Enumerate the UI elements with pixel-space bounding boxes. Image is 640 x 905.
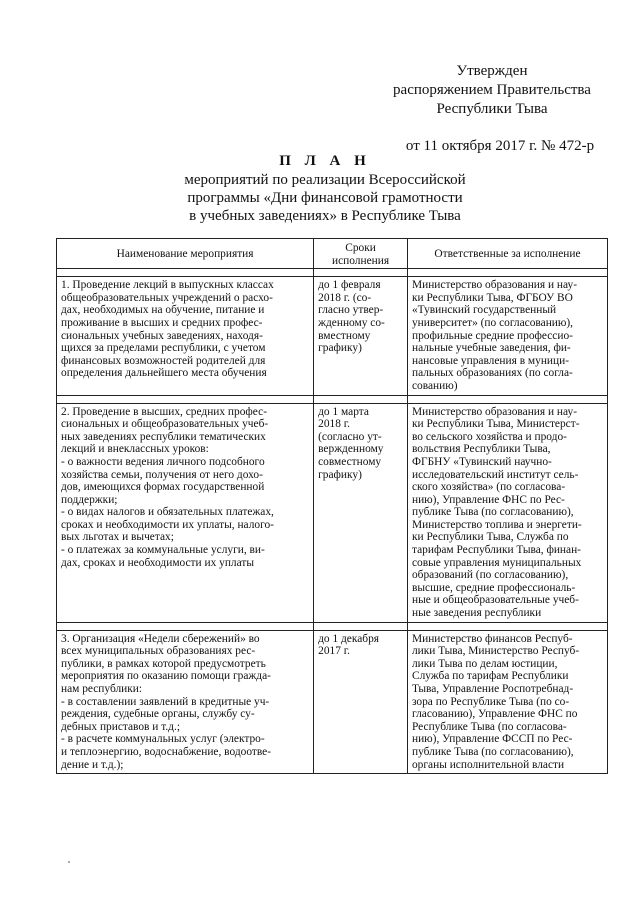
row-3-term: до 1 декабря 2017 г. bbox=[314, 630, 408, 774]
header-name: Наименование мероприятия bbox=[57, 239, 314, 269]
table-row-separator bbox=[57, 622, 608, 630]
header-responsible: Ответственные за исполнение bbox=[407, 239, 607, 269]
approval-line-2: распоряжением Правительства bbox=[393, 82, 591, 98]
row-1-responsible: Министерство образования и нау- ки Республики Тыва, ФГБОУ ВО «Тувинский государственный университет» (по согласованию), профильные средние профессио- нальные учебные заведения, фи- нансовые управления в муници- пальных образованиях (по согла- сованию) bbox=[407, 277, 607, 395]
table-row bbox=[57, 403, 608, 622]
title-line-2: программы «Дни финансовой грамотности bbox=[187, 190, 463, 206]
plan-heading: П Л А Н bbox=[279, 153, 371, 169]
row-1-name: 1. Проведение лекций в выпускных классах общеобразовательных учреждений о расхо- дах, необходимых на обучение, питание и проживание в высших и средних профес- сиональных учебных заведениях, находя- щихся за пределами республики, с учетом финансовых возможностей родителей для определения дальнейшего места обучения bbox=[57, 277, 314, 395]
approval-block bbox=[382, 62, 602, 156]
plan-table bbox=[56, 238, 608, 774]
table-row-separator bbox=[57, 395, 608, 403]
row-2-name: 2. Проведение в высших, средних профес- сиональных и общеобразовательных учеб- ных заведениях республики тематических лекций и внеклассных уроков: - о важности ведения личного подсобного хозяйства семьи, получения от него дохо- дов, имеющихся формах государственной поддержки; - о видах налогов и обязательных платежах, сроках и необходимости их уплаты, налого- вых льготах и вычетах; - о платежах за коммунальные услуги, ви- дах, сроках и необходимости их уплаты bbox=[57, 403, 314, 622]
approval-line-1: Утвержден bbox=[456, 63, 528, 79]
table-header-row bbox=[57, 239, 608, 269]
approval-line-3: Республики Тыва bbox=[436, 101, 548, 117]
approval-date: от 11 октября 2017 г. № 472-р bbox=[405, 138, 595, 154]
title-line-3: в учебных заведениях» в Республике Тыва bbox=[189, 208, 461, 224]
title-line-1: мероприятий по реализации Всероссийской bbox=[184, 172, 466, 188]
document-title bbox=[170, 152, 480, 225]
table-row bbox=[57, 630, 608, 774]
scan-speck bbox=[68, 861, 70, 863]
row-3-responsible: Министерство финансов Респуб- лики Тыва, Министерство Респуб- лики Тыва по делам юстиции, Служба по тарифам Республики Тыва, Управление Роспотребнад- зора по Республике Тыва (по со- гласованию), Управление ФНС по Республике Тыва (по согласова- нию), Управление ФССП по Рес- публике Тыва (по согласованию), органы исполнительной власти bbox=[407, 630, 607, 774]
table-row bbox=[57, 277, 608, 395]
row-2-term: до 1 марта 2018 г. (согласно ут- вержденному совместному графику) bbox=[314, 403, 408, 622]
row-3-name: 3. Организация «Недели сбережений» во всех муниципальных образованиях рес- публики, в рамках которой предусмотреть мероприятия по оказанию помощи гражда- нам республики: - в составлении заявлений в кредитные уч- реждения, судебные органы, службу су- дебных приставов и т.д.; - в расчете коммунальных услуг (электро- и теплоэнергию, водоснабжение, водоотве- дение и т.д.); bbox=[57, 630, 314, 774]
row-1-term: до 1 февраля 2018 г. (со- гласно утвер- жденному со- вместному графику) bbox=[314, 277, 408, 395]
row-2-responsible: Министерство образования и нау- ки Республики Тыва, Министерст- во сельского хозяйства и продо- вольствия Республики Тыва, ФГБНУ «Тувинский научно- исследовательский институт сель- ского хозяйства» (по согласова- нию), Управление ФНС по Рес- публике Тыва (по согласованию), Министерство топлива и энергети- ки Республики Тыва, Служба по тарифам Республики Тыва, финан- совые управления муниципальных образований (по согласованию), высшие, средние профессиональ- ные и общеобразовательные учеб- ные заведения республики bbox=[407, 403, 607, 622]
table-row-separator bbox=[57, 269, 608, 277]
header-term: Сроки исполнения bbox=[314, 239, 408, 269]
